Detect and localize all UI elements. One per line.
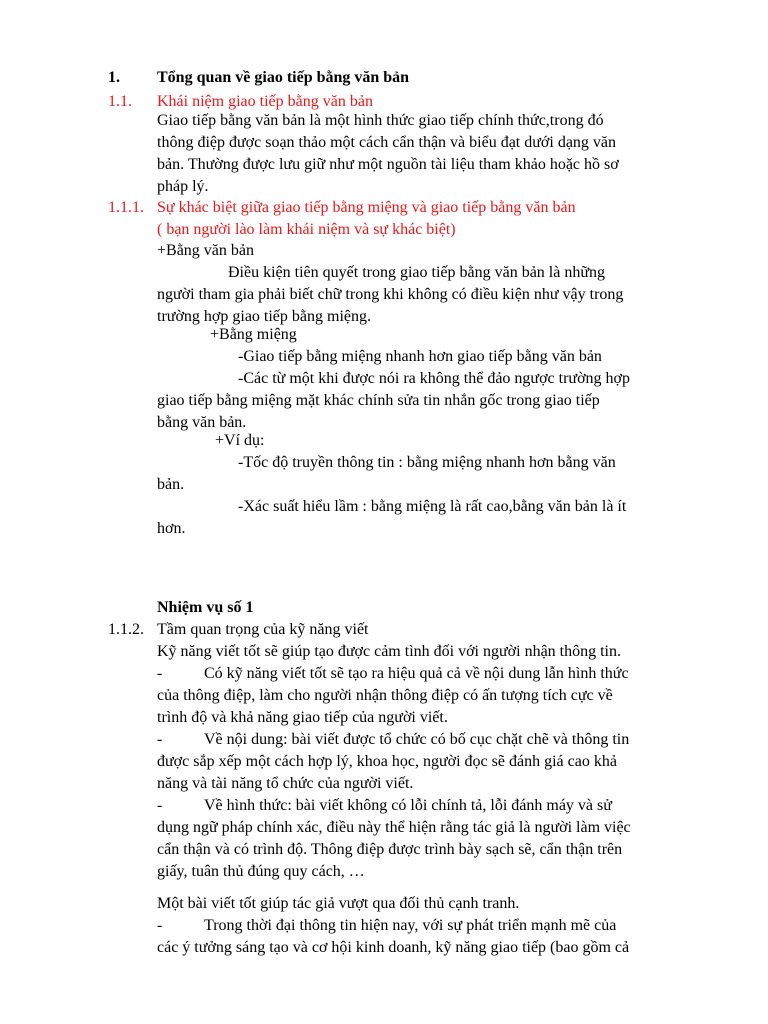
- paragraph-line: hơn.: [157, 520, 186, 537]
- paragraph-line: Về hình thức: bài viết không có lỗi chính tả, lỗi đánh máy và sử: [204, 797, 612, 814]
- dash-bullet: -: [157, 731, 163, 748]
- bullet-heading: +Ví dụ:: [215, 432, 265, 449]
- subsection-title: Khái niệm giao tiếp bằng văn bản: [157, 93, 373, 110]
- paragraph-line: được sắp xếp một cách hợp lý, khoa học, người đọc sẽ đánh giá cao khả: [157, 753, 617, 770]
- paragraph-line: -Tốc độ truyền thông tin : bằng miệng nhanh hơn bằng văn: [238, 454, 616, 471]
- paragraph-line: trường hợp giao tiếp bằng miệng.: [157, 308, 371, 325]
- paragraph-line: giấy, tuân thủ đúng quy cách, …: [157, 863, 365, 880]
- paragraph-line: Giao tiếp bằng văn bản là một hình thức giao tiếp chính thức,trong đó: [157, 112, 604, 129]
- task-title: Nhiệm vụ số 1: [157, 599, 254, 616]
- subsection-title: Sự khác biệt giữa giao tiếp bằng miệng và giao tiếp bằng văn bản: [157, 199, 576, 216]
- paragraph-line: trình độ và khả năng giao tiếp của người viết.: [157, 709, 448, 726]
- bullet-heading: +Bằng miệng: [210, 326, 297, 343]
- paragraph-line: người tham gia phải biết chữ trong khi không có điều kiện như vậy trong: [157, 286, 624, 303]
- dash-bullet: -: [157, 917, 163, 934]
- paragraph-line: Kỹ năng viết tốt sẽ giúp tạo được cảm tình đối với người nhận thông tin.: [157, 643, 621, 660]
- paragraph-line: cẩn thận và có trình độ. Thông điệp được trình bày sạch sẽ, cẩn thận trên: [157, 841, 623, 858]
- paragraph-line: pháp lý.: [157, 178, 209, 195]
- section-title: Tổng quan về giao tiếp bằng văn bản: [157, 69, 410, 86]
- paragraph-line: -Các từ một khi được nói ra không thể đảo ngược trường hợp: [238, 370, 631, 387]
- paragraph-line: các ý tưởng sáng tạo và cơ hội kinh doanh, kỹ năng giao tiếp (bao gồm cả: [157, 939, 630, 956]
- subsection-number: 1.1.1.: [108, 199, 144, 216]
- paragraph-line: năng và tài năng tổ chức của người viết.: [157, 775, 414, 792]
- paragraph-line: Một bài viết tốt giúp tác giả vượt qua đối thủ cạnh tranh.: [157, 895, 520, 912]
- paragraph-line: Trong thời đại thông tin hiện nay, với sự phát triển mạnh mẽ của: [204, 917, 617, 934]
- paragraph-line: thông điệp được soạn thảo một cách cẩn thận và biểu đạt dưới dạng văn: [157, 134, 617, 151]
- subsection-note: ( bạn người lào làm khái niệm và sự khác biệt): [157, 221, 456, 238]
- paragraph-line: Về nội dung: bài viết được tổ chức có bố cục chặt chẽ và thông tin: [204, 731, 630, 748]
- paragraph-line: bản.: [157, 476, 185, 493]
- paragraph-line: của thông điệp, làm cho người nhận thông điệp có ấn tượng tích cực về: [157, 687, 613, 704]
- section-number: 1.: [108, 69, 120, 86]
- dash-bullet: -: [157, 797, 163, 814]
- paragraph-line: bằng văn bản.: [157, 414, 247, 431]
- subsection-title: Tầm quan trọng của kỹ năng viết: [157, 621, 369, 638]
- paragraph-line: -Xác suất hiểu lầm : bằng miệng là rất cao,bằng văn bản là ít: [238, 498, 627, 515]
- paragraph-line: Điều kiện tiên quyết trong giao tiếp bằng văn bản là những: [228, 264, 606, 281]
- dash-bullet: -: [157, 665, 163, 682]
- paragraph-line: bản. Thường được lưu giữ như một nguồn tài liệu tham khảo hoặc hồ sơ: [157, 156, 619, 173]
- paragraph-line: -Giao tiếp bằng miệng nhanh hơn giao tiếp bằng văn bản: [238, 348, 602, 365]
- paragraph-line: Có kỹ năng viết tốt sẽ tạo ra hiệu quả cả về nội dung lẫn hình thức: [204, 665, 629, 682]
- bullet-heading: +Bằng văn bản: [157, 242, 254, 259]
- subsection-number: 1.1.: [108, 93, 132, 110]
- subsection-number: 1.1.2.: [108, 621, 144, 638]
- paragraph-line: dụng ngữ pháp chính xác, điều này thể hiện rằng tác giả là người làm việc: [157, 819, 631, 836]
- paragraph-line: giao tiếp bằng miệng mặt khác chính sửa tin nhắn gốc trong giao tiếp: [157, 392, 600, 409]
